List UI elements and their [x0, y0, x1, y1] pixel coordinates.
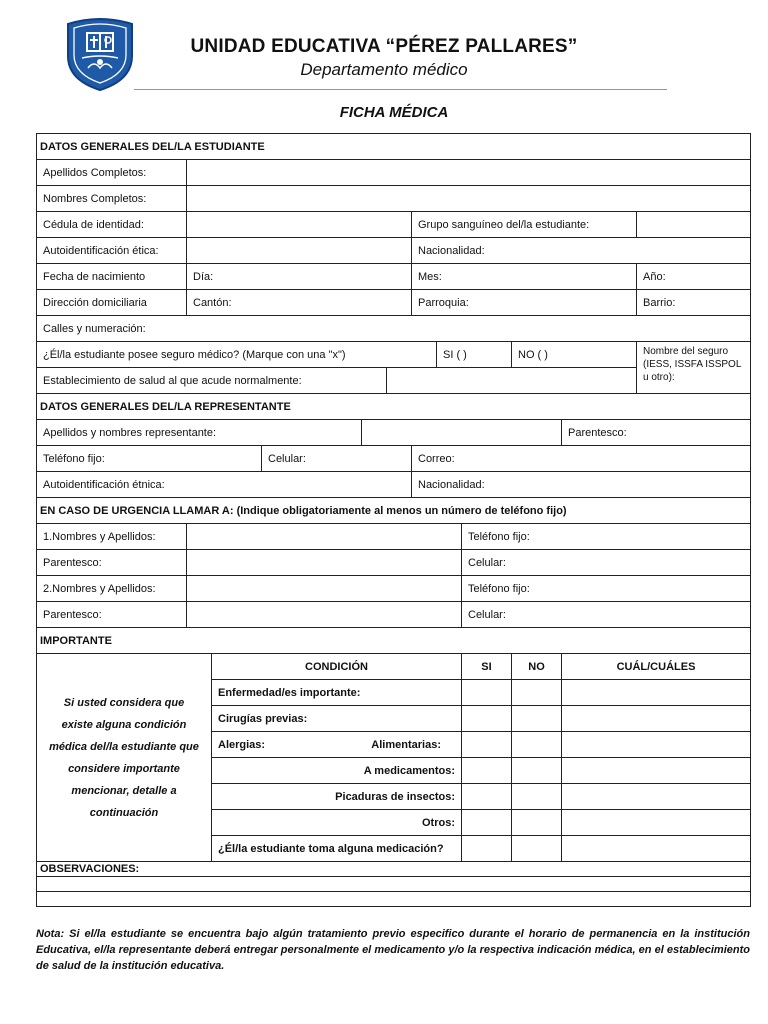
contact1-mobile-field[interactable]: [462, 550, 751, 576]
which-column-header: CUÁL/CUÁLES: [562, 654, 751, 680]
representative-email-label: Correo:: [418, 452, 455, 465]
insect-allergies-label: Picaduras de insectos:: [212, 784, 462, 810]
illness-detail-cell[interactable]: [562, 680, 751, 706]
student-nationality-field[interactable]: [412, 238, 751, 264]
canton-label: Cantón:: [193, 296, 232, 309]
contact2-relationship-label: Parentesco:: [37, 602, 187, 628]
birth-day-label: Día:: [193, 270, 214, 283]
yes-column-header: SI: [462, 654, 512, 680]
contact1-name-field[interactable]: [187, 524, 462, 550]
insect-allergy-yes-cell[interactable]: [462, 784, 512, 810]
observations-section-header: OBSERVACIONES:: [37, 862, 751, 877]
insurance-yes-option[interactable]: SI ( ): [437, 342, 512, 368]
observations-line-2[interactable]: [37, 892, 751, 907]
other-allergy-yes-cell[interactable]: [462, 810, 512, 836]
medication-no-cell[interactable]: [512, 836, 562, 862]
medication-allergies-label: A medicamentos:: [212, 758, 462, 784]
representative-relationship-label: Parentesco:: [568, 426, 627, 439]
birth-date-label: Fecha de nacimiento: [37, 264, 187, 290]
medication-yes-cell[interactable]: [462, 836, 512, 862]
parish-label: Parroquia:: [418, 296, 469, 309]
blood-type-label: Grupo sanguíneo del/la estudiante:: [412, 212, 637, 238]
illness-no-cell[interactable]: [512, 680, 562, 706]
header-divider: [134, 89, 667, 90]
contact2-mobile-label: Celular:: [468, 608, 506, 621]
representative-relationship-field[interactable]: [562, 420, 751, 446]
med-allergy-yes-cell[interactable]: [462, 758, 512, 784]
insect-allergy-detail-cell[interactable]: [562, 784, 751, 810]
school-crest-icon: [58, 10, 142, 92]
representative-section-header: DATOS GENERALES DEL/LA REPRESENTANTE: [37, 394, 751, 420]
student-ethnicity-field[interactable]: [187, 238, 412, 264]
student-surnames-field[interactable]: [187, 160, 751, 186]
form-title: FICHA MÉDICA: [339, 104, 449, 121]
condition-allergies-row: [212, 732, 462, 758]
condition-illness-label: Enfermedad/es importante:: [212, 680, 462, 706]
food-allergies-label: Alimentarias:: [371, 738, 441, 751]
representative-nationality-label: Nacionalidad:: [418, 478, 485, 491]
contact1-name-label: 1.Nombres y Apellidos:: [37, 524, 187, 550]
illness-yes-cell[interactable]: [462, 680, 512, 706]
other-allergy-detail-cell[interactable]: [562, 810, 751, 836]
student-id-field[interactable]: [187, 212, 412, 238]
food-allergy-yes-cell[interactable]: [462, 732, 512, 758]
food-allergy-detail-cell[interactable]: [562, 732, 751, 758]
representative-name-field[interactable]: [362, 420, 562, 446]
student-ethnicity-label: Autoidentificación ética:: [37, 238, 187, 264]
contact2-phone-label: Teléfono fijo:: [468, 582, 530, 595]
observations-line-1[interactable]: [37, 877, 751, 892]
birth-month-field[interactable]: [412, 264, 637, 290]
birth-month-label: Mes:: [418, 270, 442, 283]
canton-field[interactable]: [187, 290, 412, 316]
department-subtitle: Departamento médico: [300, 60, 468, 79]
streets-field[interactable]: [37, 316, 751, 342]
representative-mobile-label: Celular:: [268, 452, 306, 465]
contact2-mobile-field[interactable]: [462, 602, 751, 628]
birth-day-field[interactable]: [187, 264, 412, 290]
allergies-label: Alergias:: [218, 738, 266, 751]
contact2-phone-field[interactable]: [462, 576, 751, 602]
representative-email-field[interactable]: [412, 446, 751, 472]
contact1-mobile-label: Celular:: [468, 556, 506, 569]
other-allergy-no-cell[interactable]: [512, 810, 562, 836]
contact1-relationship-field[interactable]: [187, 550, 462, 576]
representative-ethnicity-field[interactable]: [37, 472, 412, 498]
surgeries-no-cell[interactable]: [512, 706, 562, 732]
student-id-label: Cédula de identidad:: [37, 212, 187, 238]
representative-nationality-field[interactable]: [412, 472, 751, 498]
insurance-name-field[interactable]: [637, 342, 751, 394]
representative-ethnicity-label: Autoidentificación étnica:: [43, 478, 165, 491]
insurance-no-option[interactable]: NO ( ): [512, 342, 637, 368]
student-nationality-label: Nacionalidad:: [418, 244, 485, 257]
contact1-phone-field[interactable]: [462, 524, 751, 550]
important-section-header: IMPORTANTE: [37, 628, 751, 654]
school-title: UNIDAD EDUCATIVA “PÉREZ PALLARES”: [190, 36, 578, 57]
address-label: Dirección domiciliaria: [37, 290, 187, 316]
contact2-name-label: 2.Nombres y Apellidos:: [37, 576, 187, 602]
medication-detail-cell[interactable]: [562, 836, 751, 862]
insurance-question: ¿Él/la estudiante posee seguro médico? (Marque con una "x"): [37, 342, 437, 368]
representative-phone-field[interactable]: [37, 446, 262, 472]
contact2-relationship-field[interactable]: [187, 602, 462, 628]
no-column-header: NO: [512, 654, 562, 680]
student-names-field[interactable]: [187, 186, 751, 212]
contact1-relationship-label: Parentesco:: [37, 550, 187, 576]
condition-surgeries-label: Cirugías previas:: [212, 706, 462, 732]
neighborhood-label: Barrio:: [643, 296, 676, 309]
emergency-section-header: EN CASO DE URGENCIA LLAMAR A: (Indique obligatoriamente al menos un número de teléfono fijo): [37, 498, 751, 524]
birth-year-label: Año:: [643, 270, 666, 283]
med-allergy-detail-cell[interactable]: [562, 758, 751, 784]
representative-phone-label: Teléfono fijo:: [43, 452, 105, 465]
medical-form-table: [36, 133, 751, 907]
important-instructions: Si usted considera que existe alguna condición médica del/la estudiante que considere importante mencionar, detalle a continuación: [37, 654, 212, 862]
health-facility-field[interactable]: [387, 368, 637, 394]
student-names-label: Nombres Completos:: [37, 186, 187, 212]
streets-label: Calles y numeración:: [43, 322, 146, 335]
representative-mobile-field[interactable]: [262, 446, 412, 472]
other-allergies-label: Otros:: [212, 810, 462, 836]
blood-type-field[interactable]: [637, 212, 751, 238]
contact1-phone-label: Teléfono fijo:: [468, 530, 530, 543]
food-allergy-no-cell[interactable]: [512, 732, 562, 758]
footer-note: Nota: Si el/la estudiante se encuentra bajo algún tratamiento previo especifico durante el horario de permanencia en la institución Educativa, el/la representante deberá entregar personalmente el medicamento y/o la respectiva indicación médica, en el establecimiento de salud de la institución educativa.: [36, 928, 750, 972]
surgeries-detail-cell[interactable]: [562, 706, 751, 732]
condition-column-header: CONDICIÓN: [212, 654, 462, 680]
student-section-header: DATOS GENERALES DEL/LA ESTUDIANTE: [37, 134, 751, 160]
health-facility-label: Establecimiento de salud al que acude normalmente:: [37, 368, 387, 394]
med-allergy-no-cell[interactable]: [512, 758, 562, 784]
insect-allergy-no-cell[interactable]: [512, 784, 562, 810]
representative-name-label: Apellidos y nombres representante:: [37, 420, 362, 446]
insurance-name-label: Nombre del seguro (IESS, ISSFA ISSPOL u otro):: [643, 346, 742, 383]
contact2-name-field[interactable]: [187, 576, 462, 602]
medication-question-label: ¿Él/la estudiante toma alguna medicación?: [212, 836, 462, 862]
birth-year-field[interactable]: [637, 264, 751, 290]
parish-field[interactable]: [412, 290, 637, 316]
surgeries-yes-cell[interactable]: [462, 706, 512, 732]
neighborhood-field[interactable]: [637, 290, 751, 316]
student-surnames-label: Apellidos Completos:: [37, 160, 187, 186]
